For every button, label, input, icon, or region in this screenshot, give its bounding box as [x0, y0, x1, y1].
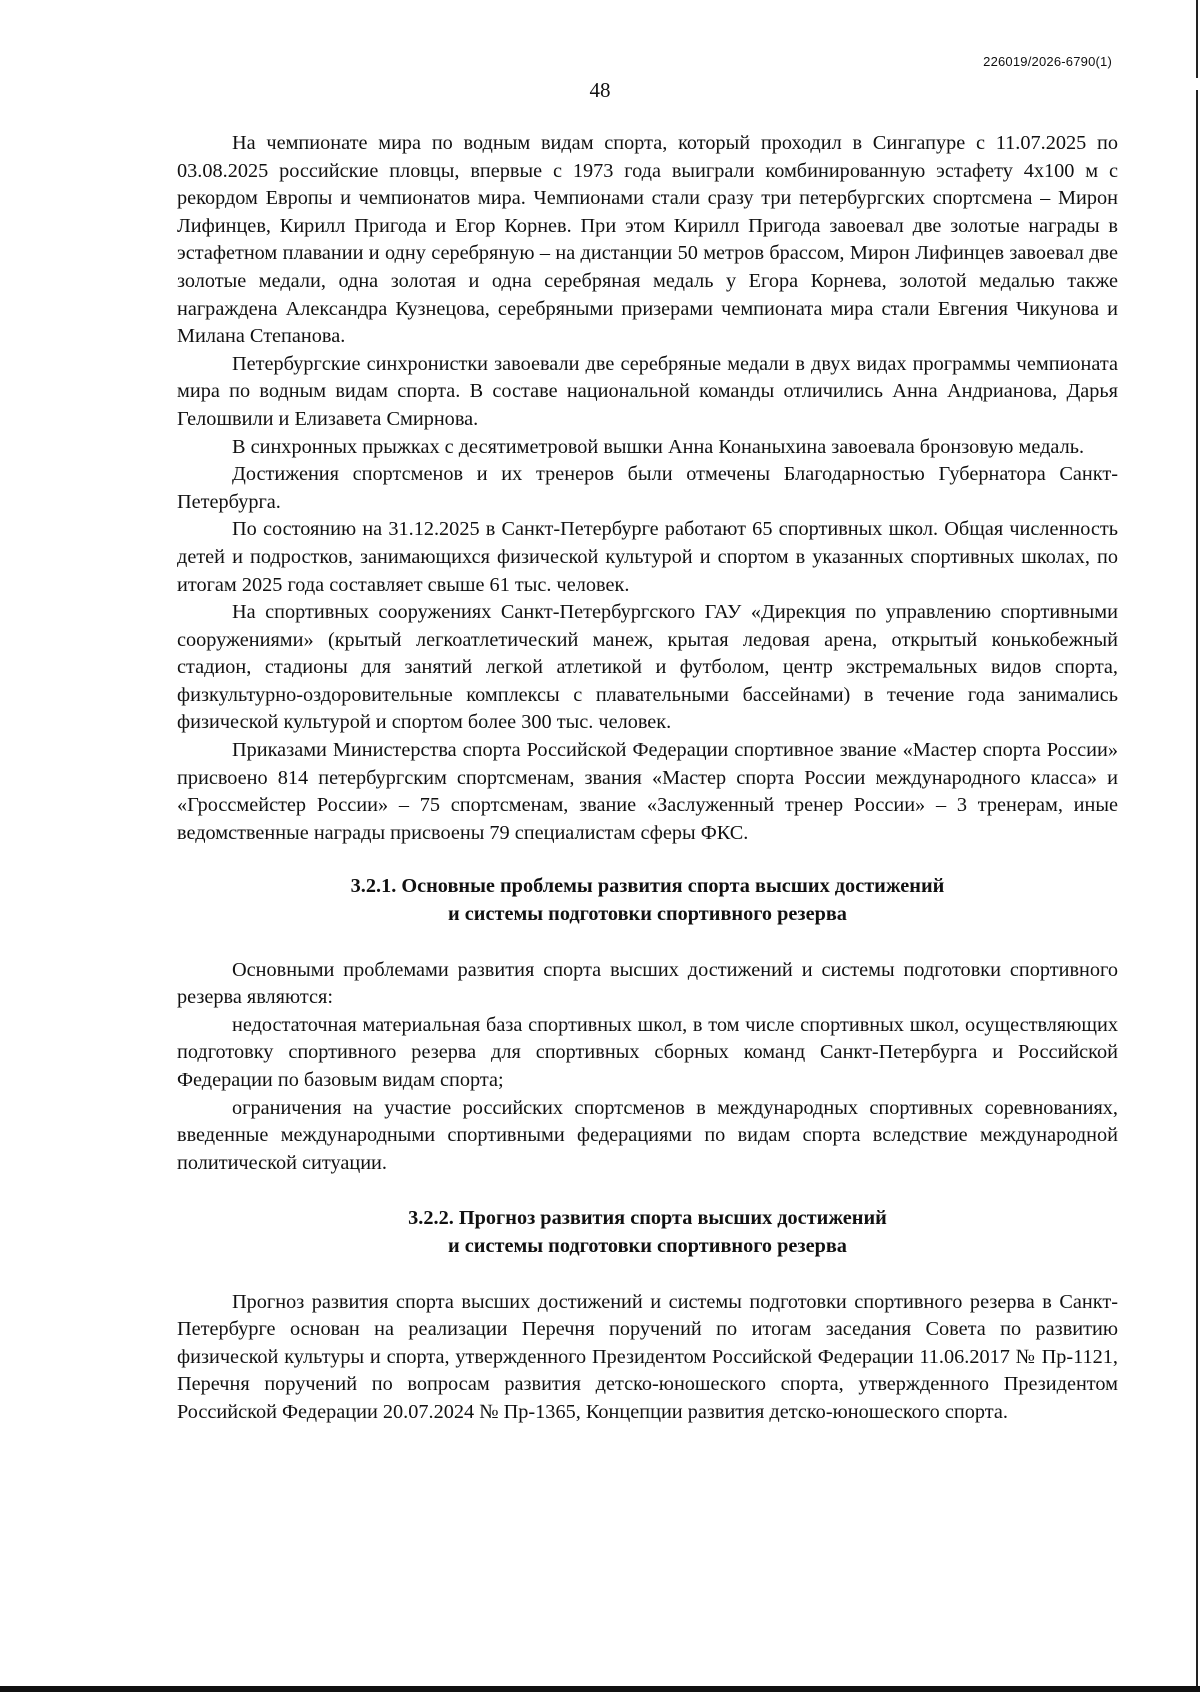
paragraph-governor-gratitude: Достижения спортсменов и их тренеров были отмечены Благодарностью Губернатора Санкт-Петербурга. [177, 463, 1118, 513]
scan-edge-right [1196, 0, 1198, 1692]
section-heading-3-2-1 [177, 873, 1118, 928]
document-body [177, 130, 1118, 1427]
section-heading-line: 3.2.2. Прогноз развития спорта высших достижений [408, 1207, 887, 1230]
paragraph-synchro-swimming: Петербургские синхронистки завоевали две серебряные медали в двух видах программы чемпионата мира по водным видам спорта. В составе национальной команды отличились Анна Андрианова, Дарья Гелошвили и Елизавета Смирнова. [177, 352, 1118, 430]
paragraph-sport-facilities: На спортивных сооружениях Санкт-Петербургского ГАУ «Дирекция по управлению спортивными сооружениями» (крытый легкоатлетический манеж, крытая ледовая арена, открытый конькобежный стадион, стадионы для занятий легкой атлетикой и футболом, центр экстремальных видов спорта, физкультурно-оздоровительные комплексы с плавательными бассейнами) в течение года занимались физической культурой и спортом более 300 тыс. человек. [177, 601, 1118, 734]
page-number: 48 [589, 78, 611, 102]
paragraph-problem-restrictions: ограничения на участие российских спортсменов в международных спортивных соревнованиях, введенные международными спортивными федерациями по видам спорта вследствие международной политической ситуации. [177, 1096, 1118, 1174]
scan-edge-bottom [0, 1686, 1200, 1692]
paragraph-world-aquatics: На чемпионате мира по водным видам спорта, который проходил в Сингапуре с 11.07.2025 по 03.08.2025 российские пловцы, впервые с 1973 года выиграли комбинированную эстафету 4х100 м с рекордом Европы и чемпионатов мира. Чемпионами стали сразу три петербургских спортсмена – Мирон Лифинцев, Кирилл Пригода и Егор Корнев. При этом Кирилл Пригода завоевал две золотые награды в эстафетном плавании и одну серебряную – на дистанции 50 метров брассом, Мирон Лифинцев завоевал две золотые медали, одна золотая и одна серебряная медаль у Егора Корнева, золотой медалью также награждена Александра Кузнецова, серебряными призерами чемпионата мира стали Евгения Чикунова и Милана Степанова. [177, 132, 1118, 348]
paragraph-forecast: Прогноз развития спорта высших достижений и системы подготовки спортивного резерва в Санкт-Петербурге основан на реализации Перечня поручений по итогам заседания Совета по развитию физической культуры и спорта, утвержденного Президентом Российской Федерации 11.06.2017 № Пр-1121, Перечня поручений по вопросам развития детско-юношеского спорта, утвержденного Президентом Российской Федерации 20.07.2024 № Пр-1365, Концепции развития детско-юношеского спорта. [177, 1290, 1118, 1423]
paragraph-diving: В синхронных прыжках с десятиметровой вышки Анна Конаныхина завоевала бронзовую медаль. [232, 435, 1085, 458]
paragraph-problems-intro: Основными проблемами развития спорта высших достижений и системы подготовки спортивного резерва являются: [177, 958, 1118, 1009]
section-heading-line: 3.2.1. Основные проблемы развития спорта высших достижений [350, 875, 945, 898]
paragraph-problem-material-base: недостаточная материальная база спортивных школ, в том числе спортивных школ, осуществляющих подготовку спортивного резерва для спортивных сборных команд Санкт-Петербурга и Российской Федерации по базовым видам спорта; [177, 1013, 1118, 1091]
paragraph-sport-titles: Приказами Министерства спорта Российской Федерации спортивное звание «Мастер спорта России» присвоено 814 петербургским спортсменам, звания «Мастер спорта России международного класса» и «Гроссмейстер России» – 75 спортсменам, звание «Заслуженный тренер России» – 3 тренерам, иные ведомственные награды присвоены 79 специалистам сферы ФКС. [177, 739, 1118, 844]
section-heading-line: и системы подготовки спортивного резерва [448, 903, 847, 926]
paragraph-sport-schools: По состоянию на 31.12.2025 в Санкт-Петербурге работают 65 спортивных школ. Общая численность детей и подростков, занимающихся физической культурой и спортом в указанных спортивных школах, по итогам 2025 года составляет свыше 61 тыс. человек. [177, 518, 1118, 596]
section-heading-3-2-2 [177, 1205, 1118, 1260]
document-id: 226019/2026-6790(1) [983, 54, 1112, 69]
section-heading-line: и системы подготовки спортивного резерва [448, 1234, 847, 1257]
